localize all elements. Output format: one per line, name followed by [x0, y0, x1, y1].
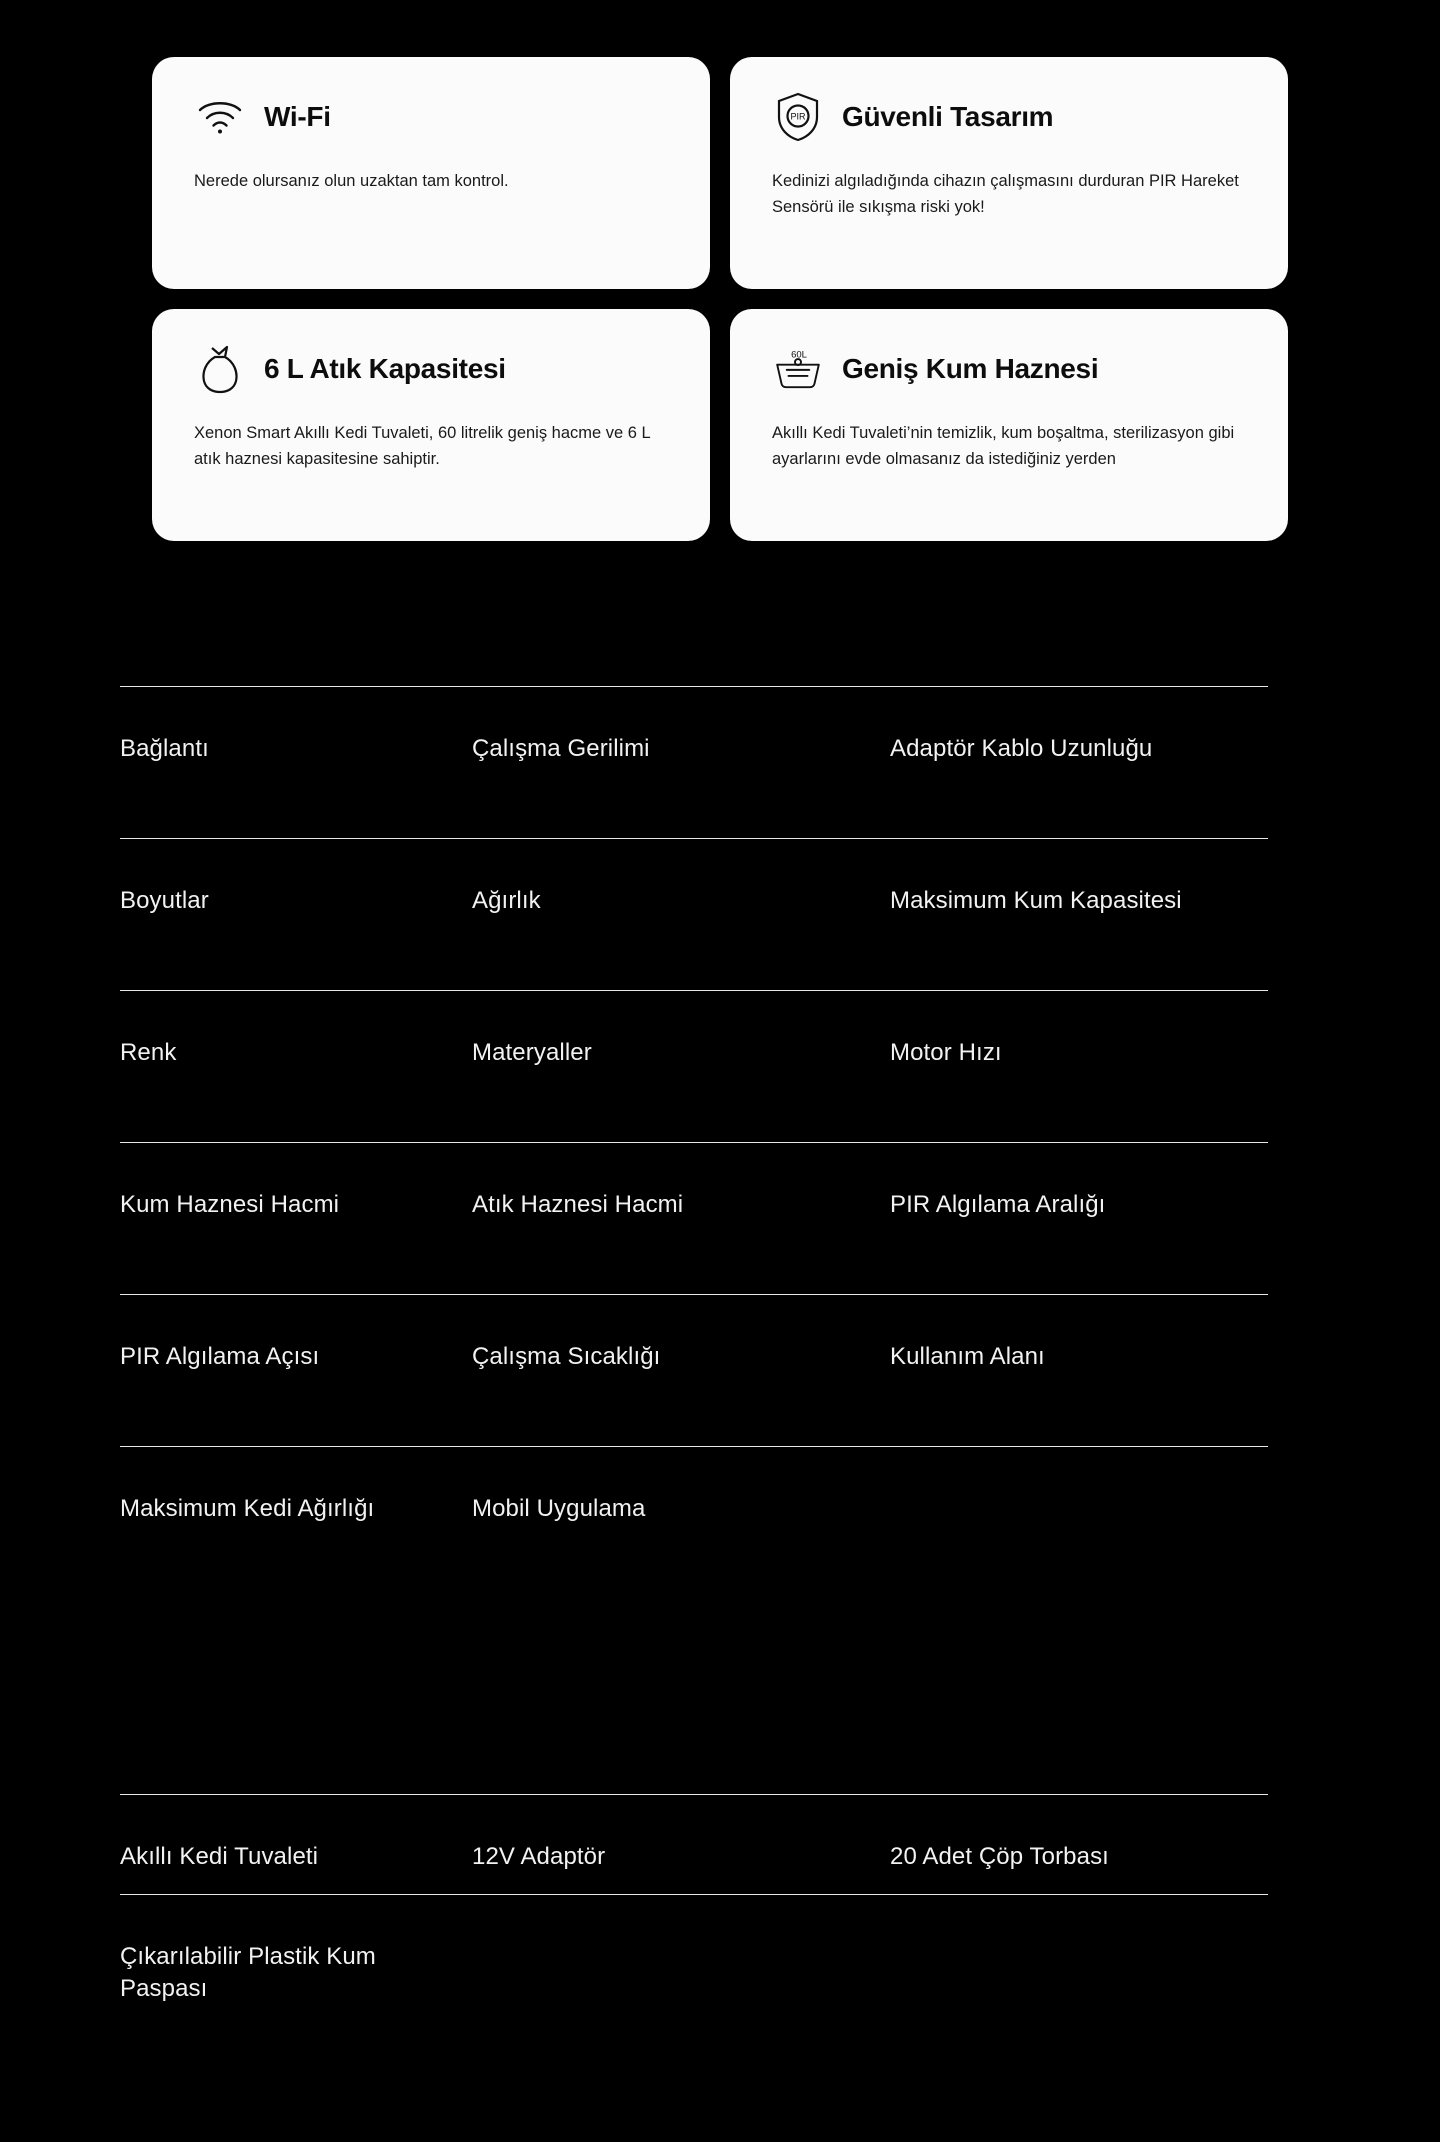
spec-label: Maksimum Kedi Ağırlığı	[120, 1495, 375, 1522]
feature-card-header	[772, 343, 1248, 395]
spec-label: Adaptör Kablo Uzunluğu	[890, 735, 1153, 762]
table-row	[120, 1294, 1268, 1446]
feature-card-header	[194, 91, 670, 143]
table-row	[120, 1794, 1268, 1894]
table-row	[120, 1446, 1268, 1746]
feature-card-grid	[152, 57, 1288, 541]
table-row	[120, 990, 1268, 1142]
spec-label: Bağlantı	[120, 735, 209, 762]
feature-card-title: Güvenli Tasarım	[842, 101, 1054, 132]
spec-label: Ağırlık	[472, 887, 541, 914]
feature-card-title: 6 L Atık Kapasitesi	[264, 353, 506, 384]
feature-card-wifi	[152, 57, 710, 289]
spec-label: Atık Haznesi Hacmi	[472, 1191, 684, 1218]
feature-card-body: Xenon Smart Akıllı Kedi Tuvaleti, 60 litrelik geniş hacme ve 6 L atık haznesi kapasitesine sahiptir.	[194, 424, 651, 468]
package-contents-table	[120, 1794, 1268, 2006]
feature-card-title: Wi-Fi	[264, 101, 331, 132]
package-item: Akıllı Kedi Tuvaleti	[120, 1843, 319, 1870]
svg-text:PIR: PIR	[790, 111, 806, 122]
table-row	[120, 838, 1268, 990]
package-item: 20 Adet Çöp Torbası	[890, 1843, 1109, 1870]
package-item: 12V Adaptör	[472, 1843, 606, 1870]
spec-label: PIR Algılama Aralığı	[890, 1191, 1106, 1218]
spec-label: Renk	[120, 1039, 177, 1066]
feature-card-safe-design	[730, 57, 1288, 289]
spec-label: Kullanım Alanı	[890, 1343, 1045, 1370]
spec-label: Boyutlar	[120, 887, 209, 914]
spec-label: Motor Hızı	[890, 1039, 1002, 1066]
feature-card-body: Nerede olursanız olun uzaktan tam kontrol.	[194, 172, 509, 190]
spec-label: Kum Haznesi Hacmi	[120, 1191, 340, 1218]
wifi-icon	[194, 91, 246, 143]
litter-bin-60l-icon	[772, 343, 824, 395]
spec-label: Maksimum Kum Kapasitesi	[890, 887, 1182, 914]
table-row	[120, 1142, 1268, 1294]
feature-card-litter-capacity	[730, 309, 1288, 541]
svg-text:60L: 60L	[791, 349, 807, 361]
feature-card-body: Kedinizi algıladığında cihazın çalışmasını durduran PIR Hareket Sensörü ile sıkışma riski yok!	[772, 172, 1239, 216]
feature-card-header	[772, 91, 1248, 143]
spec-label: Çalışma Sıcaklığı	[472, 1343, 661, 1370]
feature-card-title: Geniş Kum Haznesi	[842, 353, 1099, 384]
table-row	[120, 1894, 1268, 2006]
spec-label: Mobil Uygulama	[472, 1495, 646, 1522]
waste-bag-icon	[194, 343, 246, 395]
table-row	[120, 686, 1268, 838]
spec-label: PIR Algılama Açısı	[120, 1343, 320, 1370]
spec-label: Çalışma Gerilimi	[472, 735, 650, 762]
spec-label: Materyaller	[472, 1039, 592, 1066]
specifications-table	[120, 686, 1268, 1746]
feature-card-waste-capacity	[152, 309, 710, 541]
feature-card-body: Akıllı Kedi Tuvaleti’nin temizlik, kum boşaltma, sterilizasyon gibi ayarlarını evde olmasanız da istediğiniz yerden	[772, 424, 1235, 468]
pir-shield-icon	[772, 91, 824, 143]
feature-card-header	[194, 343, 670, 395]
package-item: Çıkarılabilir Plastik Kum Paspası	[120, 1943, 376, 2003]
